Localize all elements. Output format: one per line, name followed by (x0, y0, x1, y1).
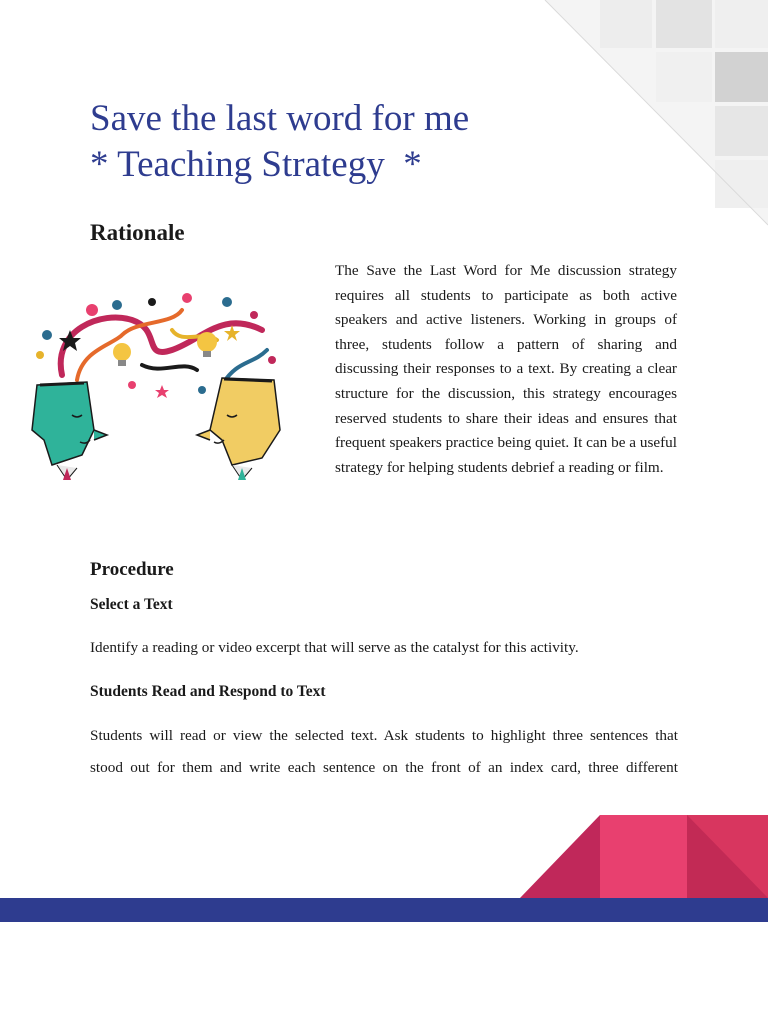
footer-band (0, 898, 768, 922)
read-respond-line-2: stood out for them and write each sentence on the front of an index card, three different (90, 759, 678, 776)
page-title (90, 96, 469, 188)
two-heads-sharing-ideas-illustration (22, 290, 288, 480)
select-text-paragraph: Identify a reading or video excerpt that will serve as the catalyst for this activity. (90, 639, 579, 656)
rationale-heading: Rationale (90, 220, 185, 245)
procedure-heading: Procedure (90, 559, 174, 580)
rationale-paragraph: The Save the Last Word for Me discussion strategy requires all students to participate as both active speakers and active listeners. Working in groups of three, students follow a pattern of sharing and discussing their responses to a text. By creating a clear structure for the discussion, this strategy encourages reserved students to share their ideas and ensures that frequent speakers practice being quiet. It can be a useful strategy for helping students debrief a reading or film. (335, 262, 677, 476)
decorative-footer (0, 810, 768, 930)
select-text-heading: Select a Text (90, 596, 173, 613)
read-respond-heading: Students Read and Respond to Text (90, 683, 326, 700)
title-line-1: Save the last word for me (90, 98, 470, 139)
title-line-2: * Teaching Strategy * (90, 144, 422, 185)
read-respond-line-1: Students will read or view the selected text. Ask students to highlight three sentences that (90, 727, 678, 744)
